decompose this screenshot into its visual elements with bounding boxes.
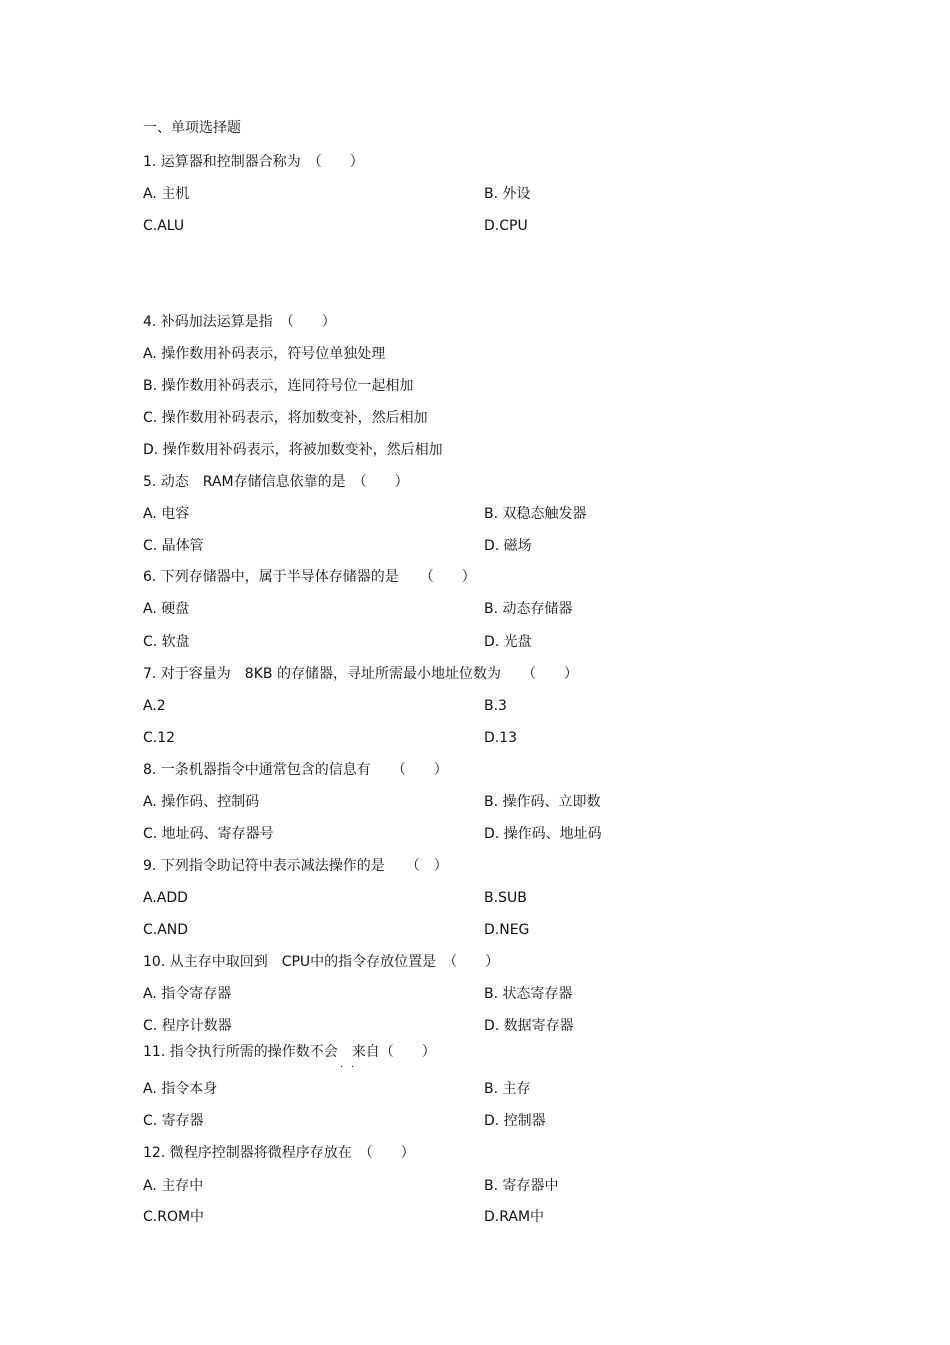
question-7-stem: 7. 对于容量为 8KB 的存储器，寻址所需最小地址位数为 （ ）: [143, 666, 578, 682]
question-4-option-d: D. 操作数用补码表示，将被加数变补，然后相加: [143, 442, 443, 458]
question-4-option-b: B. 操作数用补码表示，连同符号位一起相加: [143, 378, 414, 394]
question-9-stem: 9. 下列指令助记符中表示减法操作的是 （ ）: [143, 858, 448, 874]
question-1-stem: 1. 运算器和控制器合称为 （ ）: [143, 154, 364, 170]
question-8-option-d: D. 操作码、地址码: [484, 826, 602, 842]
question-7-option-d: D.13: [484, 730, 518, 746]
question-8-option-b: B. 操作码、立即数: [484, 794, 601, 810]
question-4-stem: 4. 补码加法运算是指 （ ）: [143, 314, 336, 330]
question-6-option-a: A. 硬盘: [143, 601, 190, 617]
question-12-option-c: C.ROM中: [143, 1209, 205, 1225]
question-6-stem: 6. 下列存储器中，属于半导体存储器的是 （ ）: [143, 569, 476, 585]
question-6-option-d: D. 光盘: [484, 634, 532, 650]
section-title: 一、单项选择题: [143, 120, 241, 136]
question-1-option-a: A. 主机: [143, 186, 190, 202]
question-5-option-a: A. 电容: [143, 506, 190, 522]
question-12-stem: 12. 微程序控制器将微程序存放在 （ ）: [143, 1145, 415, 1161]
question-8-option-a: A. 操作码、控制码: [143, 794, 260, 810]
question-12-option-d: D.RAM中: [484, 1209, 545, 1225]
question-7-option-a: A.2: [143, 698, 166, 714]
question-10-option-b: B. 状态寄存器: [484, 986, 573, 1002]
question-8-stem: 8. 一条机器指令中通常包含的信息有 （ ）: [143, 762, 448, 778]
question-5-option-d: D. 磁场: [484, 538, 532, 554]
question-11-option-d: D. 控制器: [484, 1113, 546, 1129]
question-7-option-c: C.12: [143, 730, 176, 746]
question-4-option-a: A. 操作数用补码表示，符号位单独处理: [143, 346, 386, 362]
question-1-option-b: B. 外设: [484, 186, 531, 202]
question-10-option-d: D. 数据寄存器: [484, 1018, 574, 1034]
question-12-option-b: B. 寄存器中: [484, 1178, 559, 1194]
question-5-stem: 5. 动态 RAM存储信息依靠的是 （ ）: [143, 474, 409, 490]
question-12-option-a: A. 主存中: [143, 1178, 204, 1194]
question-1-option-c: C.ALU: [143, 218, 185, 234]
question-5-option-b: B. 双稳态触发器: [484, 506, 587, 522]
question-10-option-c: C. 程序计数器: [143, 1018, 232, 1034]
question-10-stem: 10. 从主存中取回到 CPU中的指令存放位置是 （ ）: [143, 954, 500, 970]
question-9-option-a: A.ADD: [143, 890, 188, 906]
question-5-option-c: C. 晶体管: [143, 538, 204, 554]
question-6-option-c: C. 软盘: [143, 634, 190, 650]
question-10-option-a: A. 指令寄存器: [143, 986, 232, 1002]
question-7-option-b: B.3: [484, 698, 507, 714]
question-11-stem: 11. 指令执行所需的操作数不会 来自（ ）: [143, 1044, 436, 1060]
question-4-option-c: C. 操作数用补码表示，将加数变补，然后相加: [143, 410, 428, 426]
question-9-option-d: D.NEG: [484, 922, 530, 938]
question-9-option-c: C.AND: [143, 922, 189, 938]
question-6-option-b: B. 动态存储器: [484, 601, 573, 617]
question-11-option-b: B. 主存: [484, 1081, 531, 1097]
question-11-emphasis-dots: ．．: [340, 1059, 367, 1070]
question-8-option-c: C. 地址码、寄存器号: [143, 826, 274, 842]
question-9-option-b: B.SUB: [484, 890, 527, 906]
question-11-option-c: C. 寄存器: [143, 1113, 204, 1129]
question-1-option-d: D.CPU: [484, 218, 528, 234]
question-11-option-a: A. 指令本身: [143, 1081, 218, 1097]
